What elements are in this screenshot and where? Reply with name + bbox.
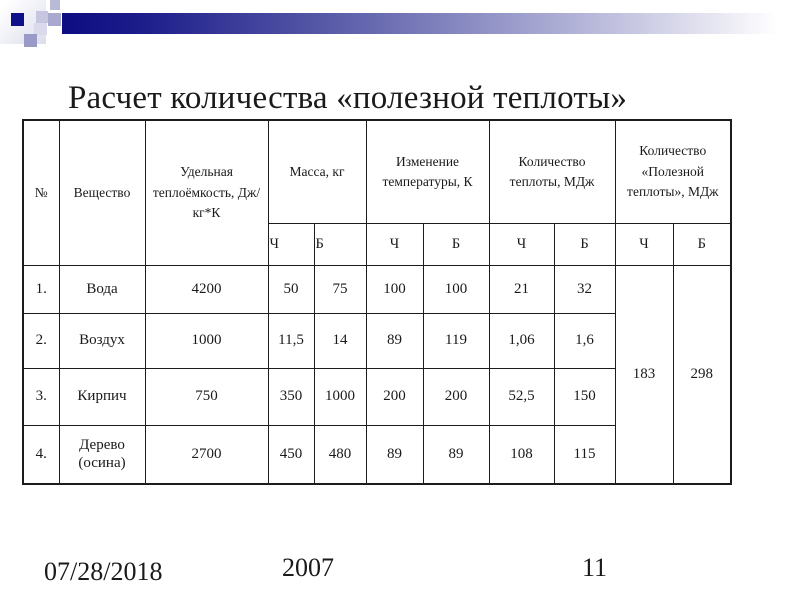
subcol-header-b: Б [673,223,731,265]
value-cell: 108 [489,425,554,484]
table-header-row-groups [23,120,731,223]
group-header-temp-change: Изменение температуры, К [366,120,489,223]
footer-page-number: 11 [582,553,608,582]
substance-cell: Кирпич [59,368,145,425]
value-cell: 89 [366,425,423,484]
value-cell: 52,5 [489,368,554,425]
row-num-cell: 3. [23,368,59,425]
footer-date: 07/28/2018 [44,557,163,586]
group-header-heat-amount: Количество теплоты, МДж [489,120,615,223]
footer-year: 2007 [282,553,334,582]
decoration-square [48,13,61,26]
value-cell: 150 [554,368,615,425]
value-cell: 450 [268,425,314,484]
col-header-specific-heat: Удельная теплоёмкость, Дж/кг*К [145,120,268,265]
substance-cell: Дерево (осина) [59,425,145,484]
specific-heat-cell: 750 [145,368,268,425]
slide-title: Расчет количества «полезной теплоты» [68,80,628,117]
col-header-substance: Вещество [59,120,145,265]
decoration-square [36,11,48,23]
value-cell: 11,5 [268,313,314,368]
value-cell: 200 [366,368,423,425]
value-cell: 1,6 [554,313,615,368]
group-header-mass: Масса, кг [268,120,366,223]
useful-heat-total-b-cell: 298 [673,265,731,484]
value-cell: 1000 [314,368,366,425]
decoration-square [50,0,60,10]
subcol-header-ch: Ч [268,223,314,265]
value-cell: 89 [423,425,489,484]
decoration-square [24,34,37,47]
value-cell: 32 [554,265,615,313]
specific-heat-cell: 4200 [145,265,268,313]
value-cell: 89 [366,313,423,368]
row-num-cell: 4. [23,425,59,484]
subcol-header-ch: Ч [489,223,554,265]
value-cell: 14 [314,313,366,368]
specific-heat-cell: 1000 [145,313,268,368]
value-cell: 100 [423,265,489,313]
subcol-header-ch: Ч [366,223,423,265]
value-cell: 200 [423,368,489,425]
value-cell: 119 [423,313,489,368]
value-cell: 480 [314,425,366,484]
subcol-header-b: Б [314,223,366,265]
useful-heat-total-ch-cell: 183 [615,265,673,484]
title-bar-decoration [62,13,800,34]
decoration-square-dark [11,13,24,26]
value-cell: 115 [554,425,615,484]
row-num-cell: 2. [23,313,59,368]
subcol-header-ch: Ч [615,223,673,265]
value-cell: 100 [366,265,423,313]
value-cell: 1,06 [489,313,554,368]
group-header-useful-heat: Количество «Полезной теплоты», МДж [615,120,731,223]
col-header-num: № [23,120,59,265]
substance-cell: Воздух [59,313,145,368]
value-cell: 75 [314,265,366,313]
specific-heat-cell: 2700 [145,425,268,484]
substance-cell: Вода [59,265,145,313]
value-cell: 50 [268,265,314,313]
value-cell: 350 [268,368,314,425]
value-cell: 21 [489,265,554,313]
subcol-header-b: Б [554,223,615,265]
table-row [23,265,731,313]
subcol-header-b: Б [423,223,489,265]
row-num-cell: 1. [23,265,59,313]
heat-calculation-table [22,119,732,485]
